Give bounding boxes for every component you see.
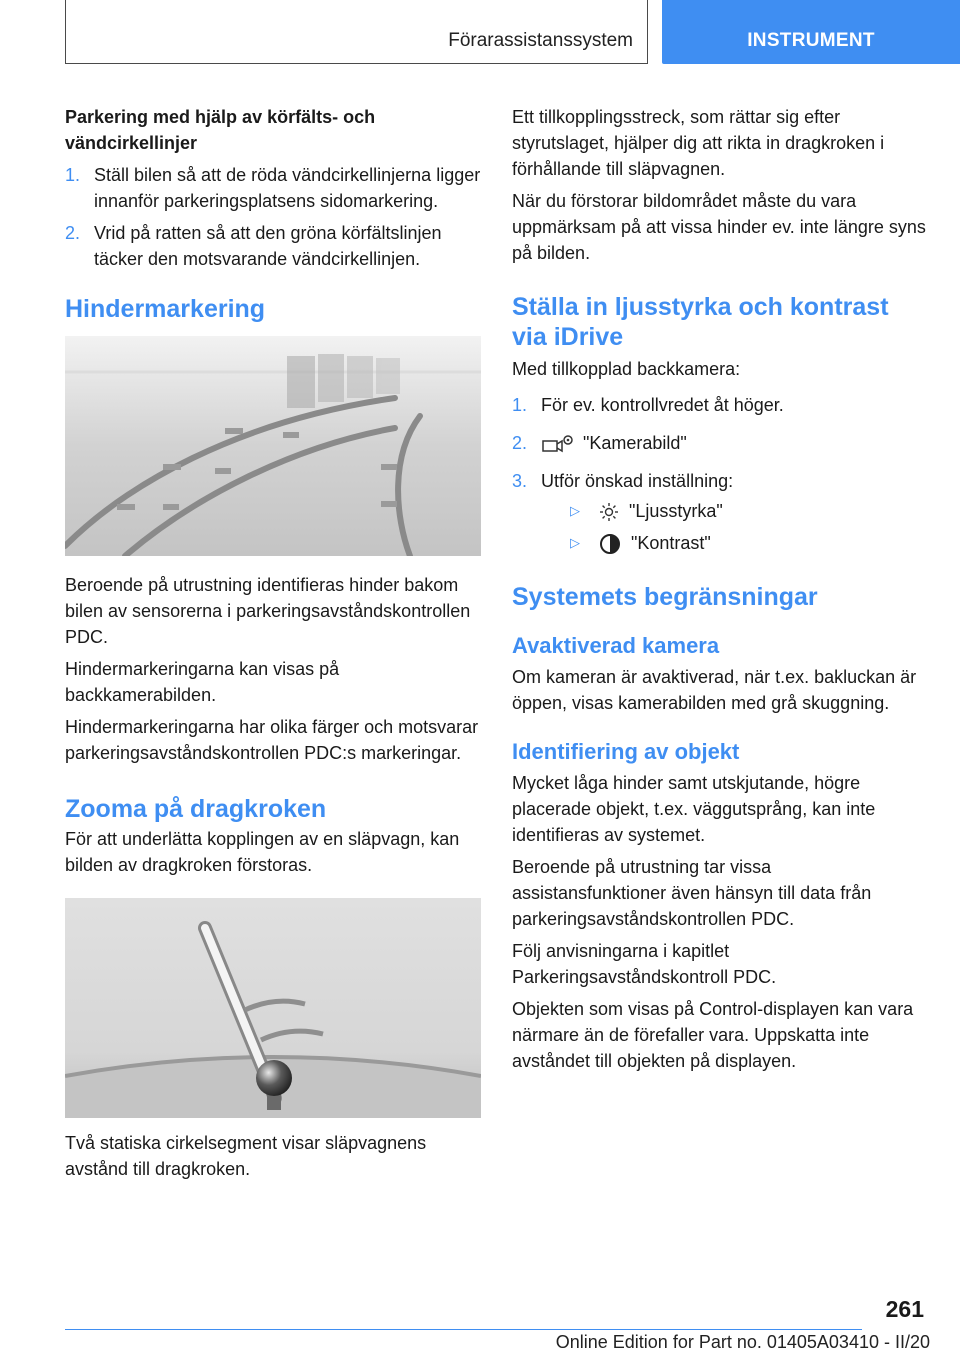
step-number: 3. xyxy=(512,471,528,491)
identify-paragraph-4: Objekten som visas på Control-displayen kan vara närmare än de förefaller vara. Uppskatta inte avståndet till objekten på displayen. xyxy=(512,999,914,1071)
hitch-line-paragraph: Ett tillkopplingsstreck, som rättar sig efter styrutslaget, hjälper dig att rikta in dragkroken i förhållande till släpvagnen. xyxy=(512,107,885,179)
deactivated-heading: Avaktiverad kamera xyxy=(512,633,720,658)
park-steps xyxy=(65,162,481,272)
page-number: 261 xyxy=(885,1296,924,1322)
brightness-intro: Med tillkopplad backkamera: xyxy=(512,359,741,379)
right-column xyxy=(512,104,928,1080)
footer-edition: Online Edition for Part no. 01405A03410 - II/20 xyxy=(555,1332,930,1352)
brightness-steps xyxy=(512,392,928,556)
identify-paragraph-1: Mycket låga hinder samt utskjutande, högre placerade objekt, t.ex. väggutsprång, kan inte identifieras av systemet. xyxy=(512,773,876,845)
list-item xyxy=(541,530,928,556)
step-text: Vrid på ratten så att den gröna körfältslinjen täcker den motsvarande vändcirkellinjen. xyxy=(94,223,442,269)
identify-paragraph-2: Beroende på utrustning tar vissa assistansfunktioner även hänsyn till data från parkeringsavståndskontrollen PDC. xyxy=(512,857,872,929)
obstacle-marking-figure xyxy=(65,336,481,556)
header-section-box xyxy=(65,0,648,64)
obstacle-paragraph-2: Hindermarkeringarna kan visas på backkamerabilden. xyxy=(65,659,340,705)
contrast-icon xyxy=(599,533,621,555)
identify-heading: Identifiering av objekt xyxy=(512,739,740,764)
adjust-options xyxy=(541,498,928,556)
option-text: "Kontrast" xyxy=(631,533,711,553)
zoom-warning-paragraph: När du förstorar bildområdet måste du vara uppmärksam på att vissa hinder ev. inte längre syns på bilden. xyxy=(512,191,926,263)
step-number: 1. xyxy=(512,395,528,415)
header-section-title: Förarassistanssystem xyxy=(448,30,633,51)
zoom-heading: Zooma på dragkroken xyxy=(65,795,327,823)
triangle-right-icon: ▷ xyxy=(570,535,580,550)
footer-divider xyxy=(65,1329,862,1330)
list-item xyxy=(541,498,928,524)
obstacle-paragraph-1: Beroende på utrustning identifieras hinder bakom bilen av sensorerna i parkeringsavståndskontrollen PDC. xyxy=(65,575,471,647)
step-text: "Kamerabild" xyxy=(583,433,687,453)
list-item xyxy=(65,220,481,272)
obstacle-heading: Hindermarkering xyxy=(65,295,266,323)
triangle-right-icon: ▷ xyxy=(570,503,580,518)
step-number: 2. xyxy=(512,433,528,453)
step-text: Ställ bilen så att de röda vändcirkellinjerna ligger innanför parkeringsplatsens sidomarkering. xyxy=(94,165,481,211)
zoom-caption: Två statiska cirkelsegment visar släpvagnens avstånd till dragkroken. xyxy=(65,1133,427,1179)
park-heading: Parkering med hjälp av körfälts- och vändcirkellinjer xyxy=(65,107,376,153)
list-item xyxy=(65,162,481,214)
step-text: För ev. kontrollvredet åt höger. xyxy=(541,395,784,415)
step-number: 1. xyxy=(65,165,81,185)
step-number: 2. xyxy=(65,223,81,243)
step-text: Utför önskad inställning: xyxy=(541,471,734,491)
sun-icon xyxy=(599,502,619,522)
header-chapter-label: INSTRUMENT xyxy=(747,30,875,51)
limits-heading: Systemets begränsningar xyxy=(512,583,818,611)
zoom-paragraph: För att underlätta kopplingen av en släpvagn, kan bilden av dragkroken förstoras. xyxy=(65,829,460,875)
obstacle-paragraph-3: Hindermarkeringarna har olika färger och motsvarar parkeringsavståndskontrollen PDC:s markeringar. xyxy=(65,717,479,763)
list-item xyxy=(512,392,928,418)
list-item xyxy=(512,430,928,456)
identify-paragraph-3: Följ anvisningarna i kapitlet Parkeringsavståndskontroll PDC. xyxy=(512,941,777,987)
left-column xyxy=(65,104,481,1188)
header-chapter-tab[interactable] xyxy=(662,0,960,64)
tow-hitch-zoom-figure xyxy=(65,898,481,1118)
deactivated-paragraph: Om kameran är avaktiverad, när t.ex. bakluckan är öppen, visas kamerabilden med grå skuggning. xyxy=(512,667,917,713)
camera-settings-icon xyxy=(541,433,575,455)
list-item xyxy=(512,468,928,556)
option-text: "Ljusstyrka" xyxy=(629,501,723,521)
brightness-heading: Ställa in ljusstyrka och kontrast via iDrive xyxy=(512,293,889,351)
